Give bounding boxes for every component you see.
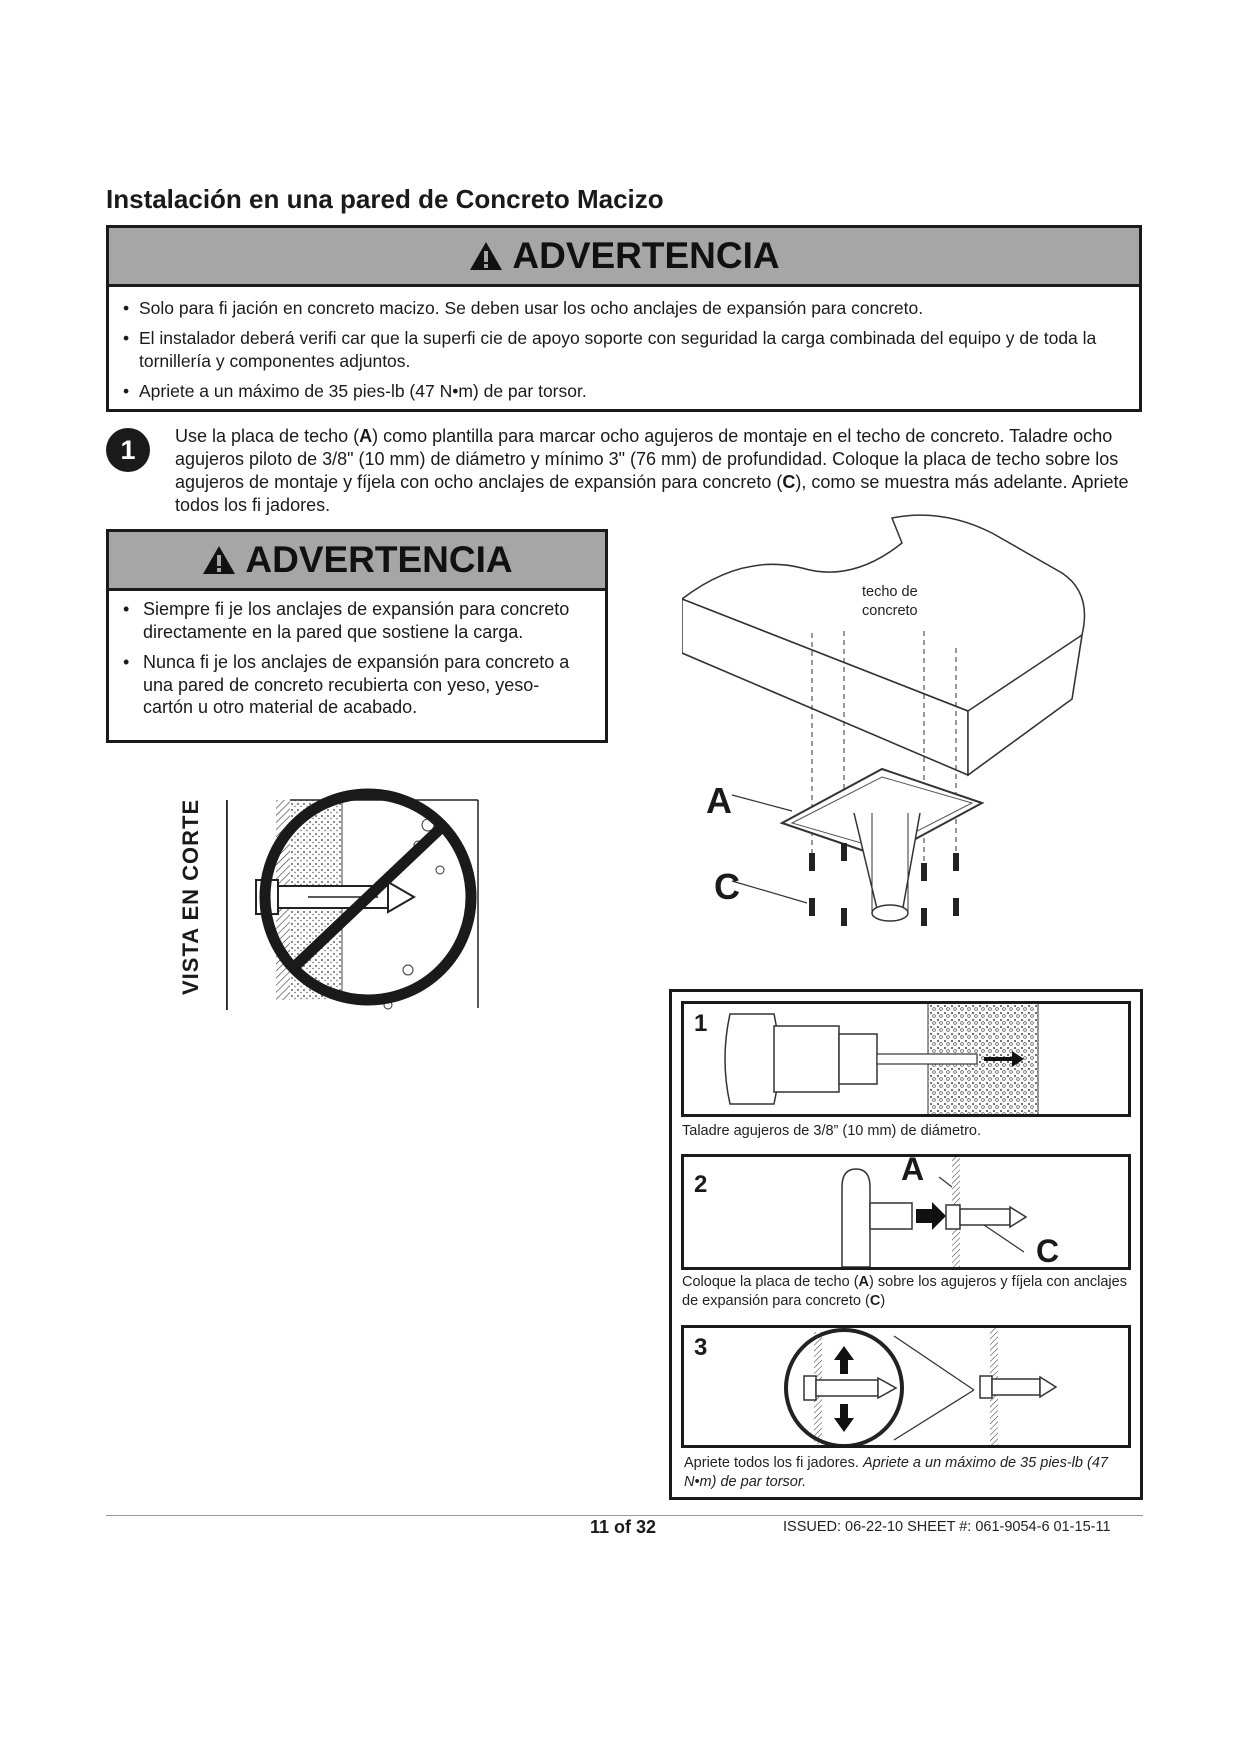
ref-c: C: [782, 472, 796, 492]
step-text: Use la placa de techo (: [175, 426, 360, 446]
caption-text: ) sobre los agujeros y fíjela con anclajes de expansión para concreto (: [682, 1274, 1127, 1309]
panel-caption: Taladre agujeros de 3/8” (10 mm) de diámetro.: [682, 1123, 982, 1139]
tighten-illustration: [684, 1328, 1128, 1445]
ceiling-drawing: [682, 513, 1122, 953]
panel-number: 1: [694, 1010, 708, 1037]
warning-item: • Nunca fi je los anclajes de expansión para concreto a una pared de concreto recubierta con yeso, yeso-cartón u otro material de acabado.: [123, 651, 589, 719]
warning-heading: ADVERTENCIA: [245, 539, 513, 580]
step-number-badge: 1: [106, 428, 150, 472]
warning-item: • El instalador deberá verifi car que la superfi cie de apoyo soporte con seguridad la carga combinada del equipo y de toda la tornillería y componentes adjuntos.: [123, 327, 1125, 373]
warning-item: • Solo para fi jación en concreto macizo. Se deben usar los ocho anclajes de expansión para concreto.: [123, 297, 1125, 320]
step-panel-drill: [681, 1001, 1131, 1117]
warning-header: [109, 228, 1139, 287]
ceiling-mount-illustration: [682, 513, 1122, 953]
caption-text: ): [880, 1293, 886, 1309]
panel-number: 3: [694, 1334, 708, 1361]
ceiling-label-line: concreto: [862, 603, 918, 619]
caption-text: Apriete todos los fi jadores.: [684, 1455, 863, 1471]
step-panel-place-plate: [681, 1151, 1131, 1270]
panel-number: 2: [694, 1171, 708, 1198]
warning-box-secondary: [106, 529, 608, 743]
warning-triangle-icon: [201, 544, 237, 576]
issued-sheet-info: ISSUED: 06-22-10 SHEET #: 061-9054-6 01-15-11: [783, 1519, 1111, 1535]
step-text: ) como plantilla para marcar ocho agujeros de montaje en el techo de concreto. Taladre ocho agujeros piloto de 3/8" (10 mm) de diámetro y mínimo 3" (76 mm) de profundidad. Coloque la placa de techo sobre los agujeros de montaje y fíjela con ocho anclajes de expansión para concreto (: [175, 426, 1119, 492]
warning-box-main: [106, 225, 1142, 412]
step-instructions: [175, 425, 1143, 517]
warning-heading: ADVERTENCIA: [512, 235, 780, 276]
caption-italic: Apriete a un máximo de 35 pies-lb (47 N•m) de par torsor.: [684, 1455, 1108, 1490]
ceiling-label: [862, 583, 918, 621]
caption-text: Coloque la placa de techo (: [682, 1274, 859, 1290]
panel-caption: [684, 1454, 1124, 1492]
warning-header: [109, 532, 605, 591]
step-text: ), como se muestra más adelante. Apriete todos los fi jadores.: [175, 472, 1129, 515]
page-title: Instalación en una pared de Concreto Macizo: [106, 184, 664, 214]
ref-a: A: [858, 1274, 870, 1290]
ref-c: C: [869, 1293, 881, 1309]
ceiling-label-line: techo de: [862, 584, 918, 600]
warning-item: • Siempre fi je los anclajes de expansión para concreto directamente en la pared que sostiene la carga.: [123, 598, 589, 643]
section-view-prohibited-illustration: [218, 760, 483, 1030]
panel-caption: [682, 1273, 1132, 1311]
warning-list: [109, 287, 1139, 403]
footer-rule: [106, 1515, 1143, 1516]
warning-triangle-icon: [468, 240, 504, 272]
ref-a: A: [359, 426, 373, 446]
label-a: A: [706, 780, 732, 821]
page-number: 11 of 32: [590, 1517, 657, 1537]
label-c: C: [714, 866, 740, 907]
label-c: C: [1036, 1233, 1060, 1269]
label-a: A: [901, 1151, 925, 1187]
section-view-label: VISTA EN CORTE: [178, 798, 203, 995]
installation-steps-panel: [669, 989, 1143, 1500]
warning-item: • Apriete a un máximo de 35 pies-lb (47 N•m) de par torsor.: [123, 380, 1125, 403]
step-panel-tighten: [681, 1325, 1131, 1448]
warning-list: [109, 591, 605, 719]
drill-illustration: [684, 1004, 1128, 1114]
